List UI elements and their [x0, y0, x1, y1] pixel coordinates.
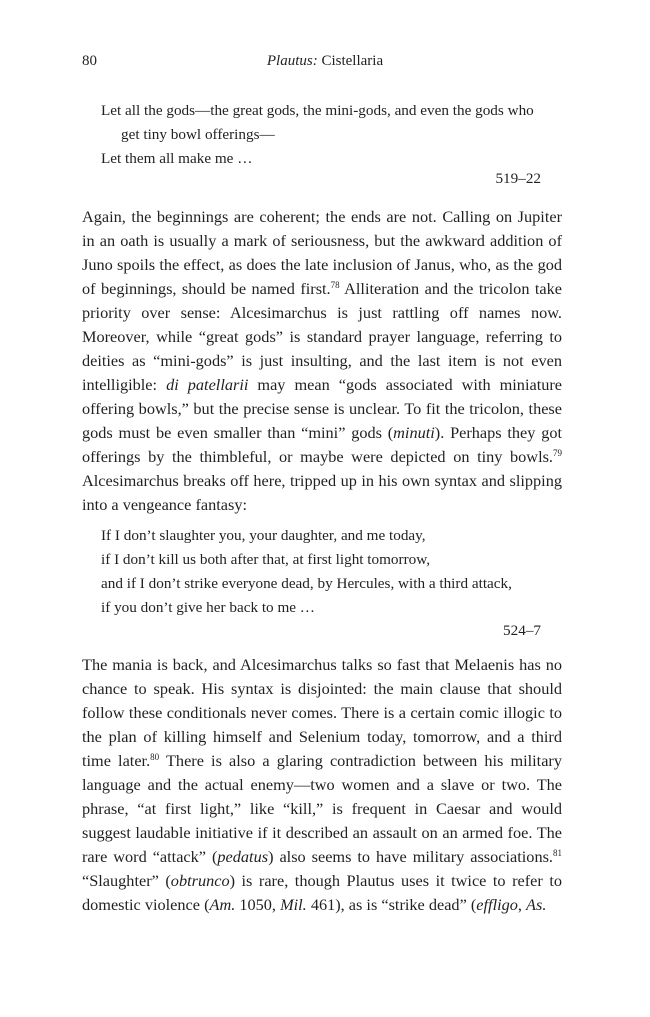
verse-line: if you don’t give her back to me … — [101, 599, 315, 616]
verse-line: If I don’t slaughter you, your daughter, and me today, — [101, 527, 426, 544]
verse-citation-1: 519–22 — [495, 170, 541, 187]
running-head-title: Cistellaria — [321, 53, 384, 69]
paragraph-1 — [82, 205, 562, 517]
paragraph-text: The mania is back, and Alcesimarchus talks so fast that Melaenis has no chance to speak. His syntax is disjointed: the main clause that should follow these conditionals never comes. There is a certain comic illogic to the plan of killing himself and Selenium today, tomorrow, and a third time later.$^{80}$ There is also a glaring contradiction between his military language and the actual enemy—two women and a slave or two. The phrase, “at first light,” like “kill,” is frequent in Caesar and would suggest laudable initiative if it described an assault on an armed foe. The rare word “attack” (pedatus) also seems to have military associations.$^{81}$ “Slaughter” (obtrunco) is rare, though Plautus uses it twice to refer to domestic violence (Am. 1050, Mil. 461), as is “strike dead” (effligo, As. — [82, 655, 562, 914]
verse-line: and if I don’t strike everyone dead, by Hercules, with a third attack, — [101, 575, 512, 592]
running-head-author: Plautus: — [266, 53, 318, 69]
verse-line: Let them all make me … — [101, 150, 253, 167]
paragraph-text: Again, the beginnings are coherent; the ends are not. Calling on Jupiter in an oath is usually a mark of seriousness, but the awkward addition of Juno spoils the effect, as does the late inclusion of Janus, who, as the god of beginnings, should be named first.$^{78}$ Alliteration and the tricolon take priority over sense: Alcesimarchus is just rattling off names now. Moreover, while “great gods” is standard prayer language, referring to deities as “mini-gods” is just insulting, and the last item is not even intelligible: di patellarii may mean “gods associated with miniature offering bowls,” but the precise sense is unclear. To fit the tricolon, these gods must be even smaller than “mini” gods (minuti). Perhaps they got offerings by the thimbleful, or maybe were depicted on tiny bowls.$^{79}$ Alcesimarchus breaks off here, tripped up in his own syntax and slipping into a vengeance fantasy: — [82, 207, 563, 514]
footnote-marker: 79 — [553, 448, 562, 458]
running-head — [0, 53, 650, 70]
footnote-marker: 81 — [553, 848, 562, 858]
verse-quote-2 — [101, 524, 512, 620]
footnote-marker: 80 — [150, 752, 160, 762]
verse-quote-1 — [101, 99, 534, 171]
page-number: 80 — [82, 53, 97, 69]
verse-line: if I don’t kill us both after that, at first light tomorrow, — [101, 551, 431, 568]
verse-line: get tiny bowl offerings— — [121, 126, 275, 143]
footnote-marker: 78 — [330, 280, 340, 290]
verse-line: Let all the gods—the great gods, the mini-gods, and even the gods who — [101, 102, 534, 119]
verse-citation-2: 524–7 — [503, 622, 541, 639]
paragraph-2 — [82, 653, 562, 917]
